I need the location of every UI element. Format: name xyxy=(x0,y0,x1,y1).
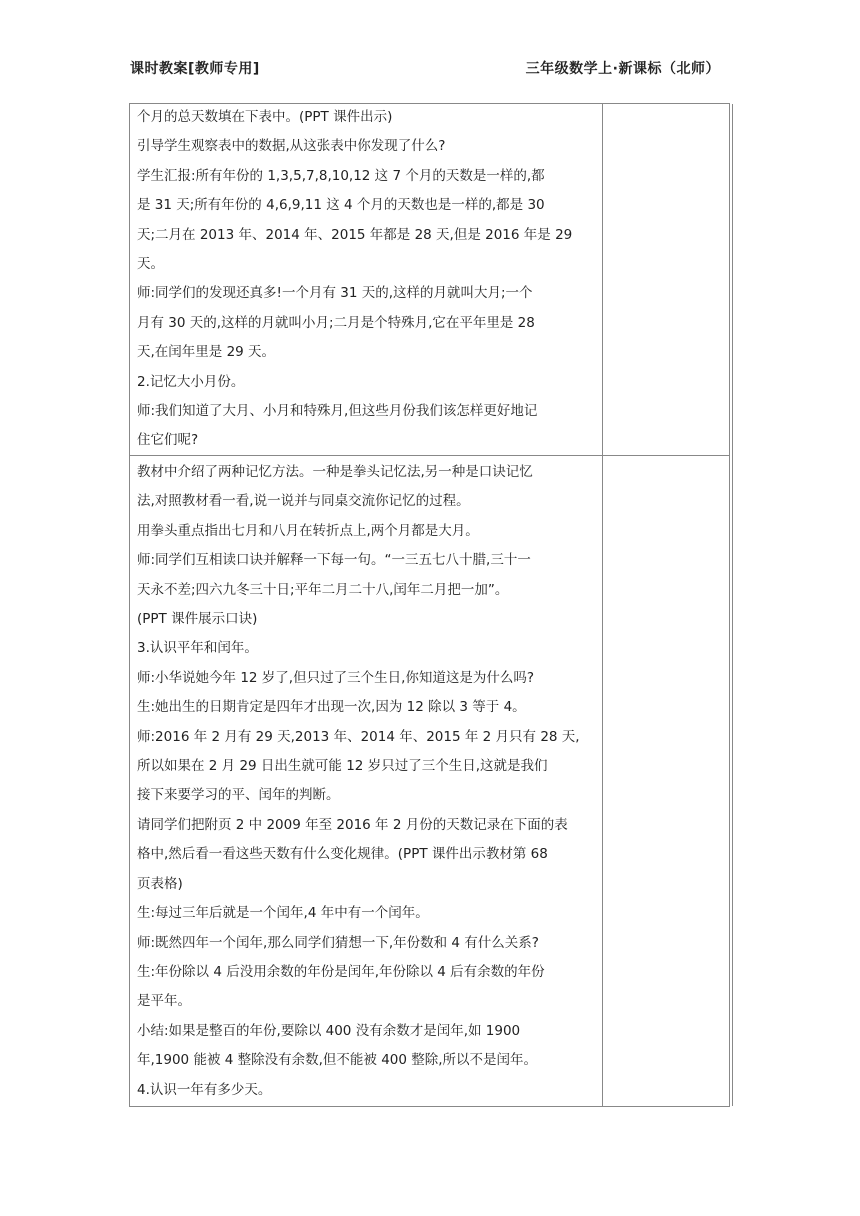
text-line: 学生汇报:所有年份的 1,3,5,7,8,10,12 这 7 个月的天数是一样的,都 xyxy=(137,167,545,184)
text-line: 天,在闰年里是 29 天。 xyxy=(137,344,276,361)
text-line: 2.记忆大小月份。 xyxy=(137,373,245,390)
text-line: 是平年。 xyxy=(137,993,191,1010)
text-line: 用拳头重点指出七月和八月在转折点上,两个月都是大月。 xyxy=(137,522,479,539)
text-line: 4.认识一年有多少天。 xyxy=(137,1081,272,1098)
text-line: 法,对照教材看一看,说一说并与同桌交流你记忆的过程。 xyxy=(137,493,470,510)
text-line: 生:年份除以 4 后没用余数的年份是闰年,年份除以 4 后有余数的年份 xyxy=(137,963,545,980)
text-line: 所以如果在 2 月 29 日出生就可能 12 岁只过了三个生日,这就是我们 xyxy=(137,758,548,775)
column-divider xyxy=(602,104,603,1106)
text-line: 小结:如果是整百的年份,要除以 400 没有余数才是闰年,如 1900 xyxy=(137,1022,521,1039)
text-line: 天永不差;四六九冬三十日;平年二月二十八,闰年二月把一加”。 xyxy=(137,581,509,598)
lesson-table xyxy=(129,103,730,1107)
text-line: (PPT 课件展示口诀) xyxy=(137,611,258,628)
text-line: 住它们呢? xyxy=(137,432,199,449)
page-header xyxy=(130,58,730,82)
text-line: 接下来要学习的平、闰年的判断。 xyxy=(137,787,340,804)
text-line: 师:既然四年一个闰年,那么同学们猜想一下,年份数和 4 有什么关系? xyxy=(137,934,539,951)
header-right-title: 三年级数学上·新课标（北师） xyxy=(525,61,720,77)
text-line: 年,1900 能被 4 整除没有余数,但不能被 400 整除,所以不是闰年。 xyxy=(137,1052,538,1069)
text-line: 3.认识平年和闰年。 xyxy=(137,640,258,657)
text-line: 师:同学们的发现还真多!一个月有 31 天的,这样的月就叫大月;一个 xyxy=(137,285,533,302)
text-line: 引导学生观察表中的数据,从这张表中你发现了什么? xyxy=(137,138,446,155)
text-line: 页表格) xyxy=(137,875,183,892)
text-line: 师:2016 年 2 月有 29 天,2013 年、2014 年、2015 年 2 月只有 28 天, xyxy=(137,728,580,745)
text-line: 师:我们知道了大月、小月和特殊月,但这些月份我们该怎样更好地记 xyxy=(137,403,538,420)
text-line: 师:同学们互相读口诀并解释一下每一句。“一三五七八十腊,三十一 xyxy=(137,552,531,569)
lesson-cell-1 xyxy=(137,103,599,456)
text-line: 月有 30 天的,这样的月就叫小月;二月是个特殊月,它在平年里是 28 xyxy=(137,314,535,331)
text-line: 格中,然后看一看这些天数有什么变化规律。(PPT 课件出示教材第 68 xyxy=(137,846,548,863)
text-line: 师:小华说她今年 12 岁了,但只过了三个生日,你知道这是为什么吗? xyxy=(137,669,535,686)
text-line: 天。 xyxy=(137,256,164,273)
lesson-cell-2 xyxy=(137,458,599,1105)
text-line: 天;二月在 2013 年、2014 年、2015 年都是 28 天,但是 2016 年是 29 xyxy=(137,226,573,243)
text-line: 请同学们把附页 2 中 2009 年至 2016 年 2 月份的天数记录在下面的表 xyxy=(137,816,568,833)
text-line: 个月的总天数填在下表中。(PPT 课件出示) xyxy=(137,109,393,125)
column-divider xyxy=(732,104,733,1106)
text-line: 教材中介绍了两种记忆方法。一种是拳头记忆法,另一种是口诀记忆 xyxy=(137,464,533,480)
text-line: 是 31 天;所有年份的 4,6,9,11 这 4 个月的天数也是一样的,都是 30 xyxy=(137,197,545,214)
text-line: 生:每过三年后就是一个闰年,4 年中有一个闰年。 xyxy=(137,905,429,922)
text-line: 生:她出生的日期肯定是四年才出现一次,因为 12 除以 3 等于 4。 xyxy=(137,699,526,716)
header-left-title: 课时教案[教师专用] xyxy=(130,61,260,77)
